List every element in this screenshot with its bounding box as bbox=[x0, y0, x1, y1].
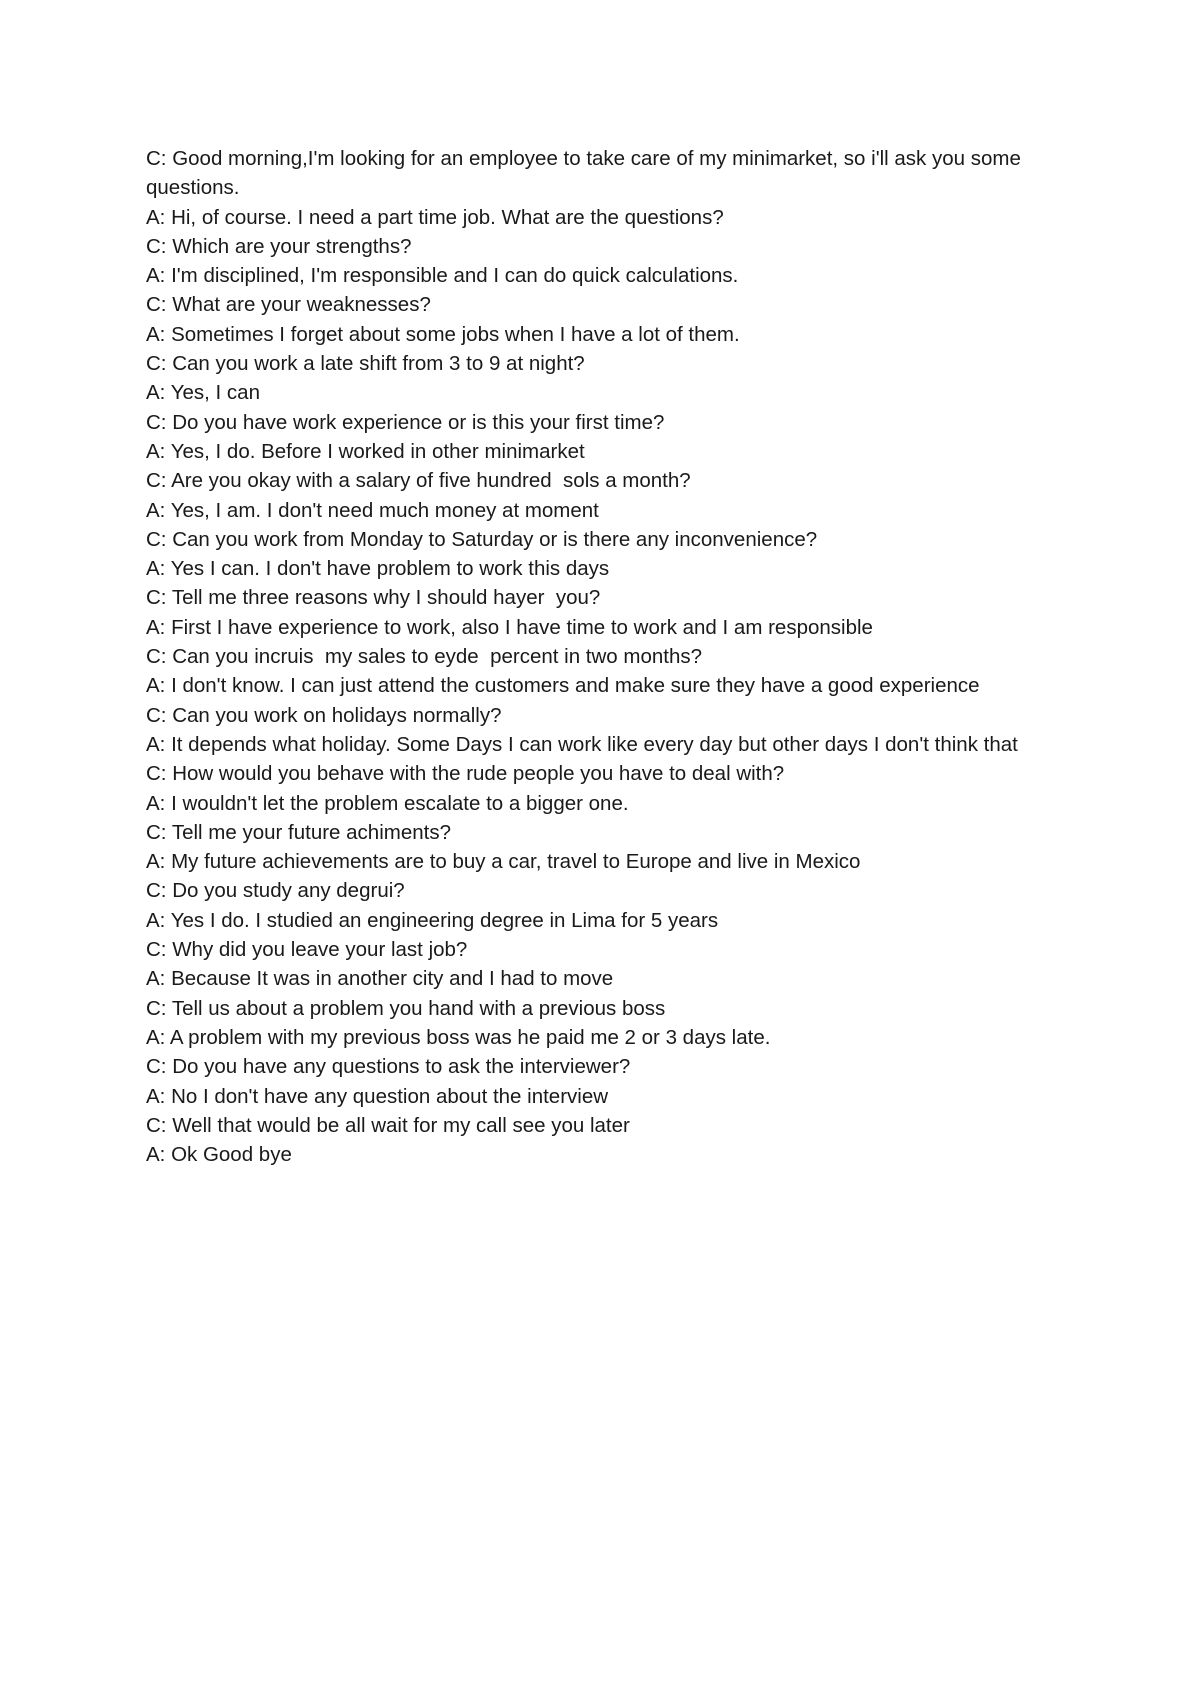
dialogue-line: A: First I have experience to work, also I have time to work and I am responsible bbox=[146, 615, 873, 639]
dialogue-line: A: Sometimes I forget about some jobs when I have a lot of them. bbox=[146, 322, 740, 346]
dialogue-line: C: Tell us about a problem you hand with a previous boss bbox=[146, 996, 666, 1020]
dialogue-line: C: Well that would be all wait for my call see you later bbox=[146, 1113, 630, 1137]
dialogue-line: A: Yes, I can bbox=[146, 381, 260, 405]
dialogue-line: C: Can you incruis my sales to eyde percent in two months? bbox=[146, 645, 703, 669]
dialogue-line: C: Tell me your future achiments? bbox=[146, 820, 451, 844]
dialogue-line: A: Ok Good bye bbox=[146, 1143, 292, 1167]
dialogue-line: A: I'm disciplined, I'm responsible and I can do quick calculations. bbox=[146, 264, 739, 288]
dialogue-line: A: I wouldn't let the problem escalate to a bigger one. bbox=[146, 791, 629, 815]
dialogue-line: A: My future achievements are to buy a car, travel to Europe and live in Mexico bbox=[146, 850, 861, 874]
dialogue-line: C: Do you have any questions to ask the interviewer? bbox=[146, 1055, 631, 1079]
dialogue-line: A: Hi, of course. I need a part time job. What are the questions? bbox=[146, 205, 724, 229]
dialogue-line: A: Yes I do. I studied an engineering degree in Lima for 5 years bbox=[146, 908, 719, 932]
dialogue-line: C: What are your weaknesses? bbox=[146, 293, 431, 317]
dialogue-line: A: No I don't have any question about the interview bbox=[146, 1084, 609, 1108]
dialogue-line: A: A problem with my previous boss was he paid me 2 or 3 days late. bbox=[146, 1025, 771, 1049]
dialogue-line: C: Tell me three reasons why I should hayer you? bbox=[146, 586, 601, 610]
dialogue-line: A: Yes, I do. Before I worked in other minimarket bbox=[146, 439, 585, 463]
dialogue-line: C: Which are your strengths? bbox=[146, 234, 412, 258]
dialogue-line: C: Do you have work experience or is this your first time? bbox=[146, 410, 665, 434]
dialogue-line: A: Yes I can. I don't have problem to work this days bbox=[146, 557, 610, 581]
dialogue-line: C: Are you okay with a salary of five hundred sols a month? bbox=[146, 469, 691, 493]
dialogue-line: A: Yes, I am. I don't need much money at moment bbox=[146, 498, 599, 522]
interview-dialogue bbox=[146, 144, 1070, 1169]
dialogue-line: C: Good morning,I'm looking for an employee to take care of my minimarket, so i'll ask you some questions. bbox=[146, 147, 1027, 200]
dialogue-line: C: Can you work a late shift from 3 to 9 at night? bbox=[146, 352, 585, 376]
dialogue-line: A: Because It was in another city and I had to move bbox=[146, 967, 614, 991]
dialogue-line: C: Why did you leave your last job? bbox=[146, 938, 468, 962]
dialogue-line: A: It depends what holiday. Some Days I can work like every day but other days I don't think that bbox=[146, 732, 1018, 756]
dialogue-line: C: Can you work on holidays normally? bbox=[146, 703, 502, 727]
dialogue-line: C: Do you study any degrui? bbox=[146, 879, 405, 903]
dialogue-line: C: How would you behave with the rude people you have to deal with? bbox=[146, 762, 785, 786]
dialogue-line: A: I don't know. I can just attend the customers and make sure they have a good experience bbox=[146, 674, 980, 698]
dialogue-line: C: Can you work from Monday to Saturday or is there any inconvenience? bbox=[146, 527, 818, 551]
